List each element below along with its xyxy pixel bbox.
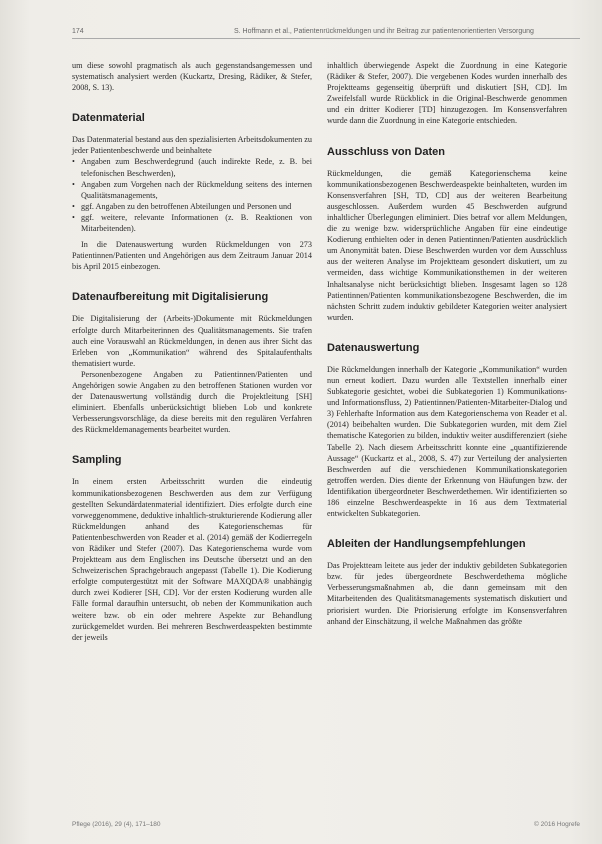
left-column xyxy=(72,60,312,643)
running-header xyxy=(72,28,580,39)
right-column xyxy=(327,60,567,627)
running-title: S. Hoffmann et al., Patientenrückmeldungen und ihr Beitrag zur patientenorientierten Versorgung xyxy=(234,28,534,35)
heading-datenaufbereitung: Datenaufbereitung mit Digitalisierung xyxy=(72,291,269,304)
heading-datenauswertung: Datenauswertung xyxy=(327,341,420,354)
heading-sampling: Sampling xyxy=(72,454,122,467)
paragraph: In einem ersten Arbeitsschritt wurden die eindeutig kommunikationsbezogenen Beschwerden aus dem zur Verfügung gestellten Sekundärdatenmaterial identifiziert. Dies erfolgte durch eine vorweggenommene, deduktive inhaltlich-strukturierende Kodierung aller Rückmeldungen anhand des Kategorienschemas für Patientenbeschwerden von Reader et al. (2014) gemäß der Kodierregeln von Rädiker und Stefer (2007). Das Kategorienschema wurde vom Projektteam aus dem Englischen ins Deutsche übersetzt und an den Schweizerischen Sprachgebrauch angepasst (Tabelle 1). Die Kodierung erfolgte computergestützt mit der Software MAXQDA® unabhängig durch zwei Kodierer [SH, CD]. Vor der ersten Kodierung wurden alle Fälle formal daraufhin untersucht, ob neben der Kommunikation auch weitere bzw. ob ein oder mehrere Aspekte zur Behandlung zurückgemeldet wurden. Bei mehreren Beschwerdeaspekten bestimmte der jeweils xyxy=(72,477,312,642)
paragraph: Die Rückmeldungen innerhalb der Kategorie „Kommunikation“ wurden nun erneut kodiert. Dazu wurden alle Textstellen innerhalb einer Subkategorie gesichtet, wobei die Subkategorien 1) Kommunikations- und Informationsfluss, 2) Patientinnen/Patienten-Mitarbeiter-Dialog und 3) Fehlerhafte Information aus dem Kategorienschema von Reader et al. (2014) beibehalten wurden. Die Subkategorien wurden, mit dem Ziel thematische Kategorien zu bilden, induktiv weiter ausdifferenziert (siehe Tabelle 2). Nach diesem Arbeitsschritt konnte eine „quantifizierende Aussage“ (Kuckartz et al., 2008, S. 47) zur Verteilung der analysierten Beschwerden auf die verschiedenen Kommunikationskategorien getroffen werden. Dies diente der Erkennung von Häufungen bzw. der Identifikation übergeordneter Beschwerdethemen. Wir identifizierten so 186 einzelne Beschwerdeaspekte in 16 aus dem Textmaterial entwickelten Subkategorien. xyxy=(327,364,567,519)
heading-datenmaterial: Datenmaterial xyxy=(72,112,145,125)
paragraph: Das Datenmaterial bestand aus den spezialisierten Arbeitsdokumenten zu jeder Patientenbeschwerde und beinhaltete xyxy=(72,135,312,156)
paragraph: Personenbezogene Angaben zu Patientinnen/Patienten und Angehörigen sowie Angaben zu den betroffenen Stationen wurden vor der Datenauswertung vollständig durch die Projektleitung [SH] eliminiert. Ebenfalls unberücksichtigt blieben Lob und konkrete Verbesserungsvorschläge, da diese bereits mit den regulären Verfahren des Rückmeldemanagements bearbeitet wurden. xyxy=(72,369,312,435)
intro-paragraph: um diese sowohl pragmatisch als auch gegenstandsangemessen und systematisch analysiert werden (Kuckartz, Dresing, Rädiker, & Stefer, 2008, S. 13). xyxy=(72,61,312,93)
intro-paragraph: inhaltlich überwiegende Aspekt die Zuordnung in eine Kategorie (Rädiker & Stefer, 2007). Die vergebenen Kodes wurden innerhalb des Projektteams gegenseitig überprüft und diskutiert [SH, CD]. Im Zweifelsfall wurde Rückblick in die Original-Beschwerde genommen und ein dritter Kodierer [TD] hinzugezogen. Im Konsensverfahren wurde dann die Zuordnung in eine Kategorie entschieden. xyxy=(327,61,567,126)
paragraph: Die Digitalisierung der (Arbeits-)Dokumente mit Rückmeldungen erfolgte durch Mitarbeiterinnen des Qualitätsmanagements. Sie trafen auch eine Vorauswahl an Rückmeldungen, in denen aus ihrer Sicht das Erleben von „Kommunikation“ während des Spitalaufenthalts thematisiert wurde. xyxy=(72,314,312,368)
paragraph: Rückmeldungen, die gemäß Kategorienschema keine kommunikationsbezogenen Beschwerdeaspekte beinhalteten, wurden im Konsensverfahren [SH, TD, CD] aus der weiteren Bearbeitung ausgeschlossen. Außerdem wurden 45 Beschwerden aufgrund inhaltlicher Überlegungen eliminiert. Dies betraf vor allem Meldungen, die zu wenige bzw. widersprüchliche Angaben für eine eindeutige Kodierung enthielten oder in denen Patientinnen/Patienten ausdrücklich um Anonymität baten. Diese Beschwerden wurden vor dem Ausschluss aus der weiteren Analyse im Projektteam gesondert diskutiert, um zu vermeiden, dass wichtige Kommunikationsthemen in der weiteren Inhaltsanalyse nicht berücksichtigt blieben. Insgesamt lagen so 128 Patientinnen/Patienten kommunikationsbezogene Beschwerden, die im nächsten Schritt zudem induktiv gebildeter Kategorien weiter analysiert wurden. xyxy=(327,168,567,322)
list-item: • ggf. Angaben zu den betroffenen Abteilungen und Personen und xyxy=(72,201,312,212)
page-number: 174 xyxy=(72,28,84,35)
list-item: • Angaben zum Vorgehen nach der Rückmeldung seitens des internen Qualitätsmanagements, xyxy=(72,179,312,201)
paragraph: Das Projektteam leitete aus jeder der induktiv gebildeten Subkategorien bzw. für jedes übergeordnete Beschwerdethema mögliche Verbesserungsmaßnahmen ab, die dann gemeinsam mit den Mitarbeitenden des Qualitätsmanagements systematisch diskutiert und priorisiert wurden. Die Priorisierung erfolgte im Konsensverfahren anhand der Einschätzung, il welche Maßnahmen das größte xyxy=(327,561,567,626)
journal-citation: Pflege (2016), 29 (4), 171–180 xyxy=(72,821,161,828)
list-item: • ggf. weitere, relevante Informationen (z. B. Reaktionen von Mitarbeitenden). xyxy=(72,212,312,234)
page-footer xyxy=(72,821,580,828)
paragraph: In die Datenauswertung wurden Rückmeldungen von 273 Patientinnen/Patienten und Angehörigen aus dem Zeitraum Januar 2014 bis April 2015 einbezogen. xyxy=(72,240,312,272)
list-item: • Angaben zum Beschwerdegrund (auch indirekte Rede, z. B. bei telefonischen Beschwerden), xyxy=(72,156,312,178)
bullet-list xyxy=(72,156,312,234)
heading-handlungsempfehlungen: Ableiten der Handlungsempfehlungen xyxy=(327,538,526,551)
copyright: © 2016 Hogrefe xyxy=(534,821,580,828)
heading-ausschluss: Ausschluss von Daten xyxy=(327,145,445,158)
